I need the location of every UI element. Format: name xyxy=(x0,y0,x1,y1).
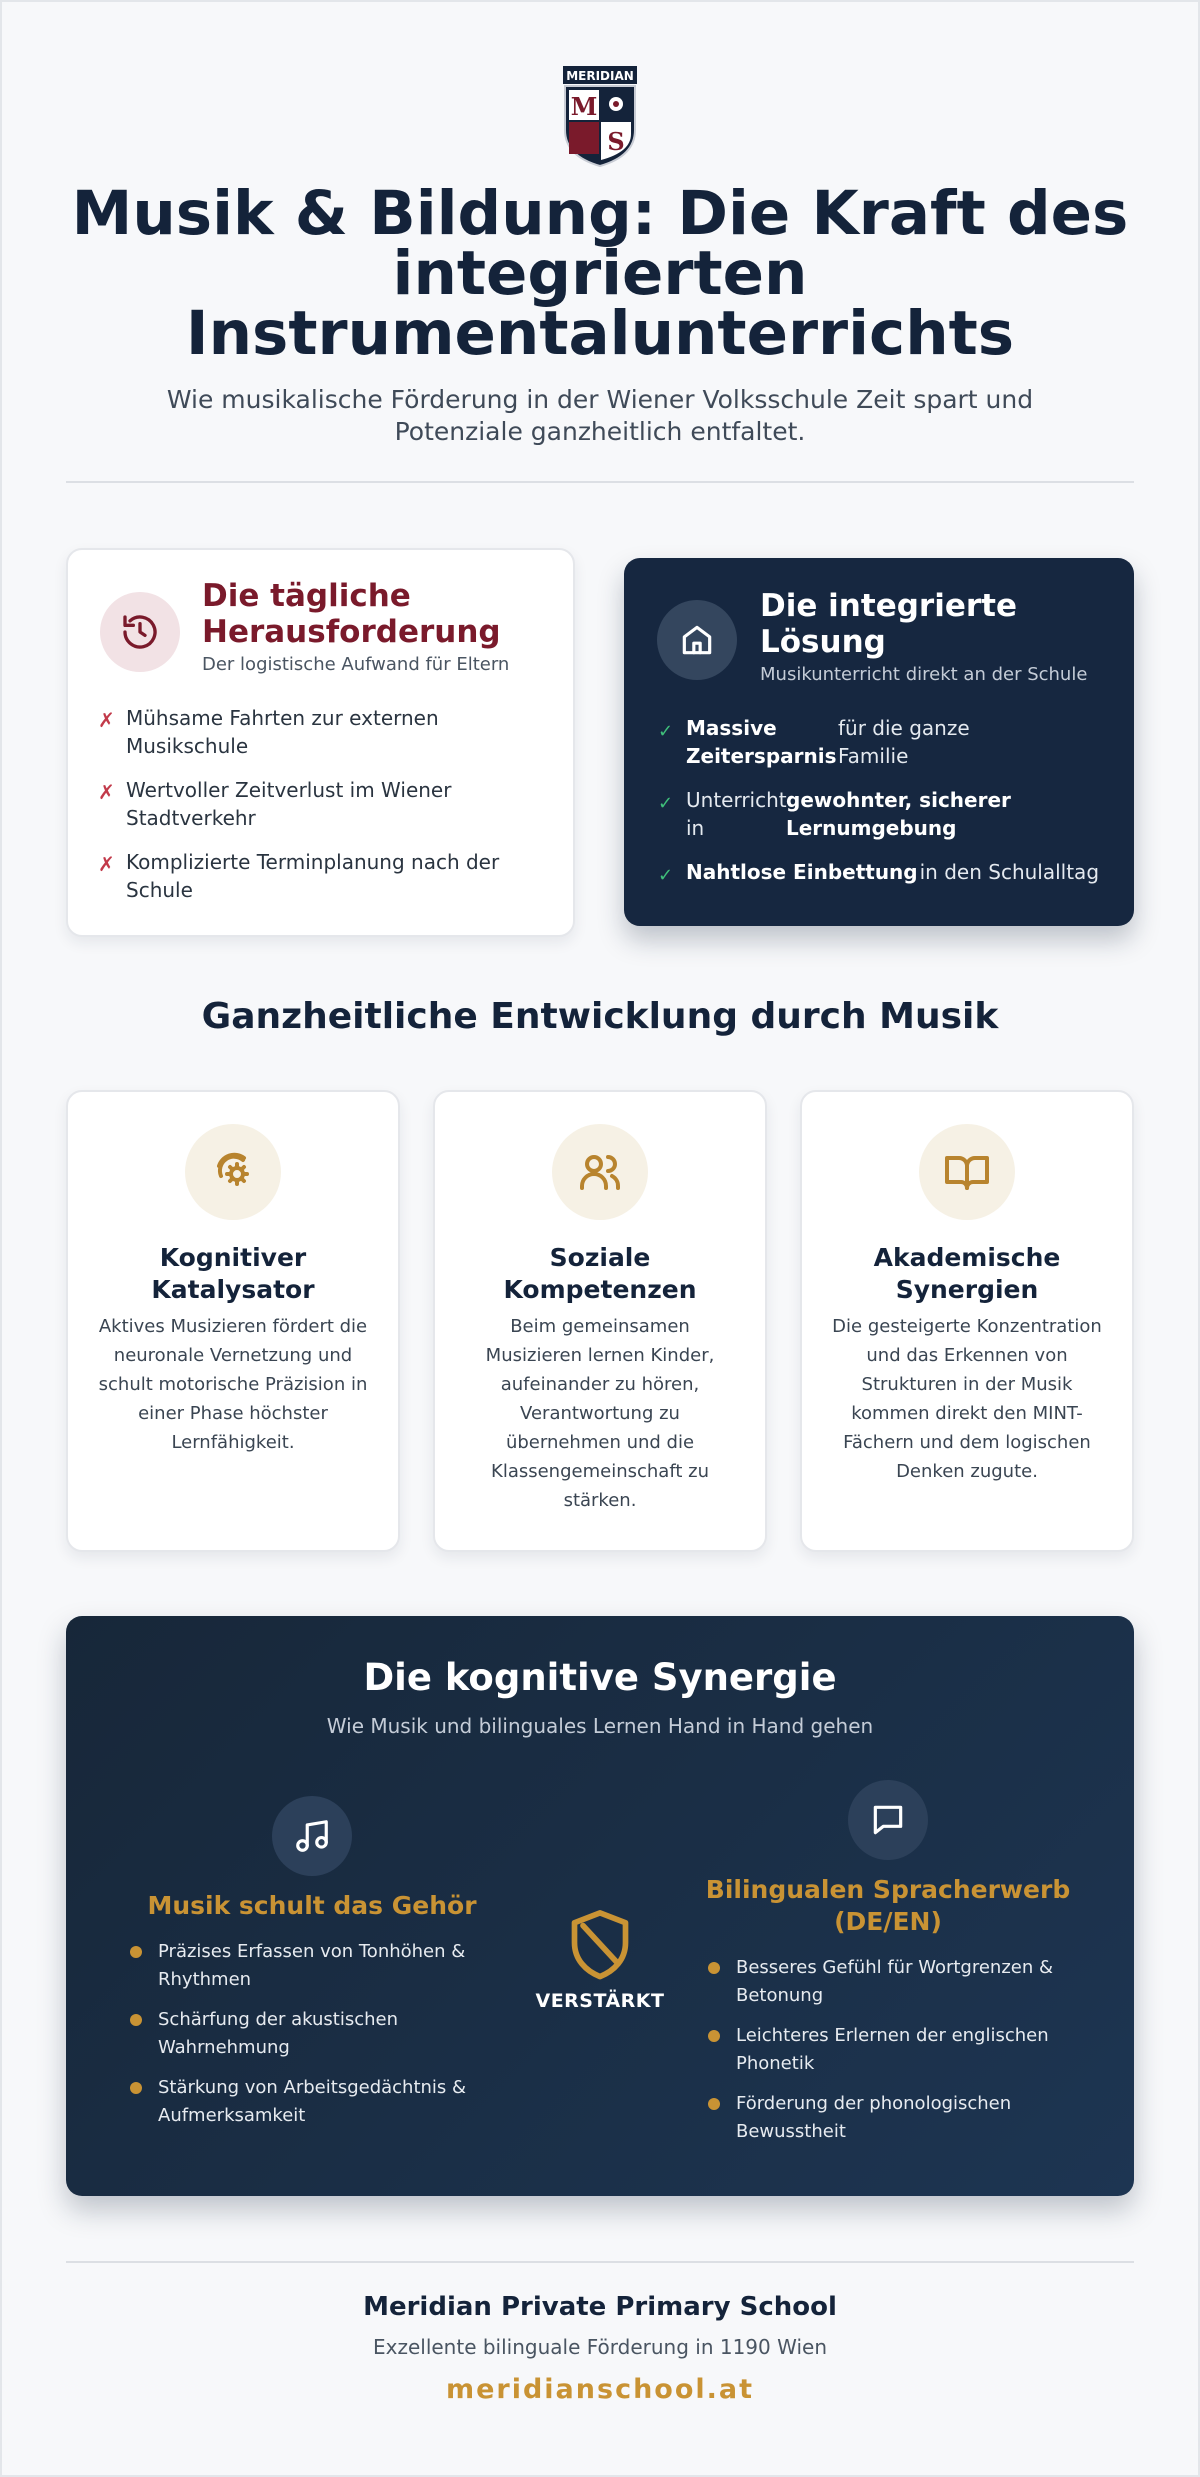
challenge-title: Die tägliche Herausforderung xyxy=(202,578,501,650)
feature-card xyxy=(800,1090,1134,1552)
solution-card xyxy=(624,558,1134,926)
logo-letter-s: S xyxy=(607,127,625,156)
synergy-left-item xyxy=(130,2074,470,2130)
solution-item-bold: Massive Zeitersparnis xyxy=(686,716,837,768)
solution-item xyxy=(658,858,1118,890)
brain-gear-icon xyxy=(185,1124,281,1220)
challenge-item-text: Wertvoller Zeitverlust im Wiener Stadtverkehr xyxy=(126,778,452,830)
synergy-left-item xyxy=(130,2006,470,2062)
feature-text: Die gesteigerte Konzentration und das Erkennen von Strukturen in der Musik kommen direkt den MINT-Fächern und dem logischen Denken zugute. xyxy=(832,1316,1102,1482)
footer-website-link[interactable]: meridianschool.at xyxy=(445,2374,755,2405)
solution-title: Die integrierte Lösung xyxy=(760,588,1017,660)
school-logo xyxy=(561,64,639,168)
feature-text: Aktives Musizieren fördert die neuronale Vernetzung und schult motorische Präzision in einer Phase höchster Lernfähigkeit. xyxy=(98,1316,368,1453)
cross-icon: ✗ xyxy=(98,780,115,804)
users-icon xyxy=(552,1124,648,1220)
synergy-right-item-text: Förderung der phonologischen Bewusstheit xyxy=(736,2093,1012,2142)
solution-item-text: für die ganze Familie xyxy=(838,716,970,768)
check-icon: ✓ xyxy=(658,793,674,814)
shield-icon xyxy=(566,1906,634,1982)
check-icon: ✓ xyxy=(658,721,674,742)
bullet-dot xyxy=(130,2014,142,2026)
bullet-dot xyxy=(708,2030,720,2042)
synergy-right-item xyxy=(708,1954,1064,2010)
synergy-center-label: VERSTÄRKT xyxy=(535,1990,665,2012)
cross-icon: ✗ xyxy=(98,852,115,876)
clock-icon xyxy=(100,592,180,672)
synergy-left-item-text: Präzises Erfassen von Tonhöhen & Rhythmen xyxy=(158,1941,466,1990)
challenge-item xyxy=(98,776,538,832)
synergy-right-item-text: Leichteres Erlernen der englischen Phonetik xyxy=(736,2025,1049,2074)
cross-icon: ✗ xyxy=(98,708,115,732)
feature-text: Beim gemeinsamen Musizieren lernen Kinder, aufeinander zu hören, Verantwortung zu übernehmen und die Klassengemeinschaft zu stärken. xyxy=(485,1316,715,1511)
development-title: Ganzheitliche Entwicklung durch Musik xyxy=(201,996,999,1037)
bullet-dot xyxy=(130,2082,142,2094)
feature-title: Soziale Kompetenzen xyxy=(503,1243,697,1304)
book-icon xyxy=(919,1124,1015,1220)
solution-item-bold: Nahtlose Einbettung xyxy=(686,860,918,884)
synergy-subtitle: Wie Musik und bilinguales Lernen Hand in Hand gehen xyxy=(326,1714,874,1738)
home-icon xyxy=(657,600,737,680)
synergy-left-item-text: Schärfung der akustischen Wahrnehmung xyxy=(158,2009,398,2058)
check-icon: ✓ xyxy=(658,865,674,886)
logo-wordmark: MERIDIAN xyxy=(566,69,634,83)
synergy-panel xyxy=(66,1616,1134,2196)
synergy-title: Die kognitive Synergie xyxy=(363,1656,837,1699)
feature-title: Akademische Synergien xyxy=(873,1243,1061,1304)
logo-letter-m: M xyxy=(570,92,598,121)
feature-title: Kognitiver Katalysator xyxy=(151,1243,315,1304)
bullet-dot xyxy=(130,1946,142,1958)
footer-school-name: Meridian Private Primary School xyxy=(363,2292,837,2322)
synergy-left-item-text: Stärkung von Arbeitsgedächtnis & Aufmerksamkeit xyxy=(158,2077,467,2126)
synergy-right-item-text: Besseres Gefühl für Wortgrenzen & Betonung xyxy=(736,1957,1054,2006)
challenge-item xyxy=(98,704,538,760)
challenge-item-text: Mühsame Fahrten zur externen Musikschule xyxy=(126,706,439,758)
feature-card xyxy=(66,1090,400,1552)
synergy-left-title: Musik schult das Gehör xyxy=(147,1891,477,1920)
challenge-item-text: Komplizierte Terminplanung nach der Schule xyxy=(126,850,500,902)
challenge-subtitle: Der logistische Aufwand für Eltern xyxy=(202,654,510,675)
challenge-item xyxy=(98,848,538,904)
page-subtitle: Wie musikalische Förderung in der Wiener Volksschule Zeit spart und Potenziale ganzheitlich entfaltet. xyxy=(166,385,1034,446)
solution-item xyxy=(658,786,1118,842)
solution-item-bold: gewohnter, sicherer Lernumgebung xyxy=(786,788,1011,840)
synergy-right-title: Bilingualen Spracherwerb (DE/EN) xyxy=(705,1875,1071,1936)
synergy-right-item xyxy=(708,2090,1064,2146)
footer-tagline: Exzellente bilinguale Förderung in 1190 Wien xyxy=(372,2335,827,2359)
solution-item-text: in den Schulalltag xyxy=(919,860,1100,884)
synergy-right-item xyxy=(708,2022,1064,2078)
solution-subtitle: Musikunterricht direkt an der Schule xyxy=(760,664,1088,685)
music-note-icon xyxy=(272,1796,352,1876)
solution-item-text: Unterricht in xyxy=(686,788,787,840)
header-divider xyxy=(66,481,1134,483)
challenge-card xyxy=(66,548,575,937)
page-title: Musik & Bildung: Die Kraft des integrierten Instrumentalunterrichts xyxy=(71,178,1129,369)
footer-divider xyxy=(66,2261,1134,2263)
bullet-dot xyxy=(708,2098,720,2110)
solution-item xyxy=(658,714,1118,770)
feature-card xyxy=(433,1090,767,1552)
synergy-left-item xyxy=(130,1938,470,1994)
speech-bubble-icon xyxy=(848,1780,928,1860)
bullet-dot xyxy=(708,1962,720,1974)
